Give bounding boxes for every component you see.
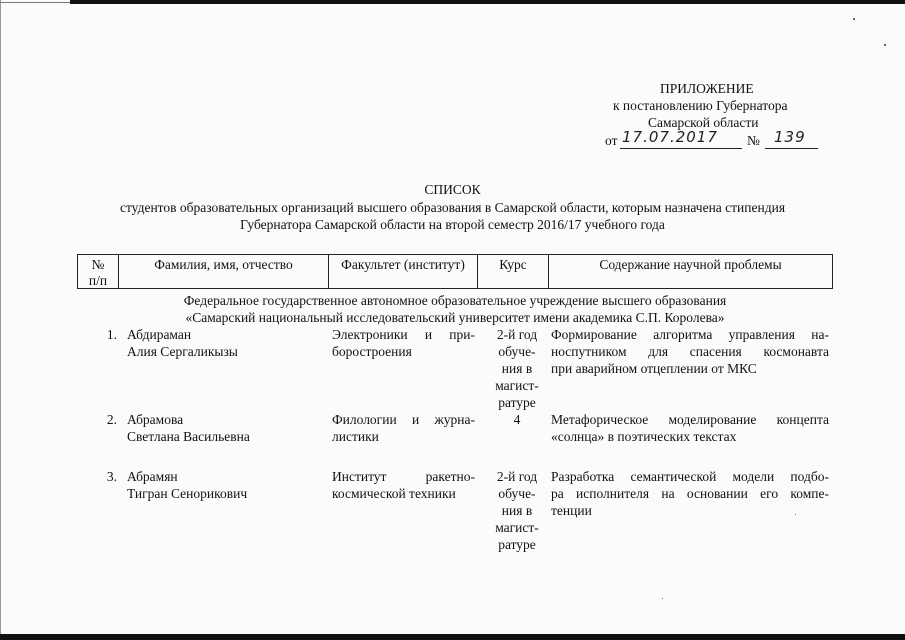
scan-edge-left bbox=[0, 0, 1, 640]
scan-edge-top bbox=[70, 0, 905, 4]
research-topic bbox=[551, 411, 829, 445]
faculty-line: Институт ракетно- bbox=[332, 469, 475, 484]
student-surname: Абрамян bbox=[127, 469, 178, 484]
student-name bbox=[127, 411, 327, 445]
course-line: 4 bbox=[513, 412, 521, 427]
header-num-line-2: п/п bbox=[88, 273, 108, 288]
faculty bbox=[332, 468, 475, 502]
scan-speck bbox=[884, 44, 886, 46]
header-faculty: Факультет (институт) bbox=[328, 254, 478, 289]
appendix-number: 139 bbox=[774, 128, 806, 146]
appendix-line-2: Самарской области bbox=[648, 115, 759, 130]
student-name bbox=[127, 468, 327, 502]
document-subtitle-line-2: Губернатора Самарской области на второй семестр 2016/17 учебного года bbox=[240, 217, 665, 232]
scan-edge-top-thin bbox=[0, 2, 70, 3]
student-given-names: Тигран Сенорикович bbox=[127, 486, 248, 501]
topic-line: Метафорическое моделирование концепта bbox=[551, 412, 829, 427]
faculty-line: Филологии и журна- bbox=[332, 412, 475, 427]
appendix-from-label: от bbox=[605, 133, 618, 148]
appendix-line-1: к постановлению Губернатора bbox=[613, 98, 788, 113]
scan-speck bbox=[853, 18, 855, 20]
course-line: ния в bbox=[501, 361, 533, 376]
document-title: СПИСОК bbox=[424, 182, 481, 197]
course-line: магист- bbox=[495, 520, 539, 535]
course-line: обуче- bbox=[498, 486, 536, 501]
student-surname: Абдираман bbox=[127, 327, 192, 342]
header-topic: Содержание научной проблемы bbox=[548, 254, 833, 289]
organization-line-2: «Самарский национальный исследовательский университет имени академика С.П. Королева» bbox=[185, 310, 725, 325]
student-given-names: Алия Сергаликызы bbox=[127, 344, 238, 359]
header-course: Курс bbox=[477, 254, 549, 289]
course-line: ратуре bbox=[498, 395, 536, 410]
research-topic bbox=[551, 326, 829, 377]
scan-edge-bottom bbox=[0, 634, 905, 640]
appendix-date: 17.07.2017 bbox=[622, 128, 718, 146]
row-number: 2. bbox=[106, 412, 117, 427]
topic-line: ра исполнителя на основании его компе- bbox=[551, 486, 829, 501]
header-num-line-1: № bbox=[91, 257, 105, 272]
scan-speck bbox=[662, 598, 663, 599]
research-topic bbox=[551, 468, 829, 519]
faculty-line: боростроения bbox=[332, 344, 412, 359]
course-line: 2-й год bbox=[496, 327, 538, 342]
course bbox=[481, 411, 553, 428]
student-given-names: Светлана Васильевна bbox=[127, 429, 250, 444]
topic-line: при аварийном отцеплении от МКС bbox=[551, 361, 757, 376]
faculty bbox=[332, 411, 475, 445]
header-num bbox=[77, 254, 119, 289]
course-line: 2-й год bbox=[496, 469, 538, 484]
topic-line: тенции bbox=[551, 503, 592, 518]
topic-line: Разработка семантической модели подбо- bbox=[551, 469, 829, 484]
faculty-line: космической техники bbox=[332, 486, 456, 501]
course bbox=[481, 468, 553, 553]
table-header bbox=[77, 254, 833, 289]
faculty bbox=[332, 326, 475, 360]
document-subtitle-line-1: студентов образовательных организаций высшего образования в Самарской области, которым назначена стипендия bbox=[119, 200, 786, 215]
student-name bbox=[127, 326, 327, 360]
row-number: 3. bbox=[106, 469, 117, 484]
student-surname: Абрамова bbox=[127, 412, 184, 427]
faculty-line: Электроники и при- bbox=[332, 327, 475, 342]
course-line: обуче- bbox=[498, 344, 536, 359]
course-line: ния в bbox=[501, 503, 533, 518]
course-line: магист- bbox=[495, 378, 539, 393]
row-number: 1. bbox=[106, 327, 117, 342]
topic-line: носпутником для спасения космонавта bbox=[551, 344, 829, 359]
faculty-line: листики bbox=[332, 429, 379, 444]
course-line: ратуре bbox=[498, 537, 536, 552]
organization-line-1: Федеральное государственное автономное образовательное учреждение высшего образования bbox=[183, 293, 727, 308]
date-underline bbox=[620, 148, 742, 149]
topic-line: «солнца» в поэтических текстах bbox=[551, 429, 737, 444]
appendix-number-label: № bbox=[747, 133, 760, 148]
header-name: Фамилия, имя, отчество bbox=[118, 254, 329, 289]
appendix-title: ПРИЛОЖЕНИЕ bbox=[660, 81, 754, 96]
number-underline bbox=[765, 148, 818, 149]
course bbox=[481, 326, 553, 411]
topic-line: Формирование алгоритма управления на- bbox=[551, 327, 829, 342]
